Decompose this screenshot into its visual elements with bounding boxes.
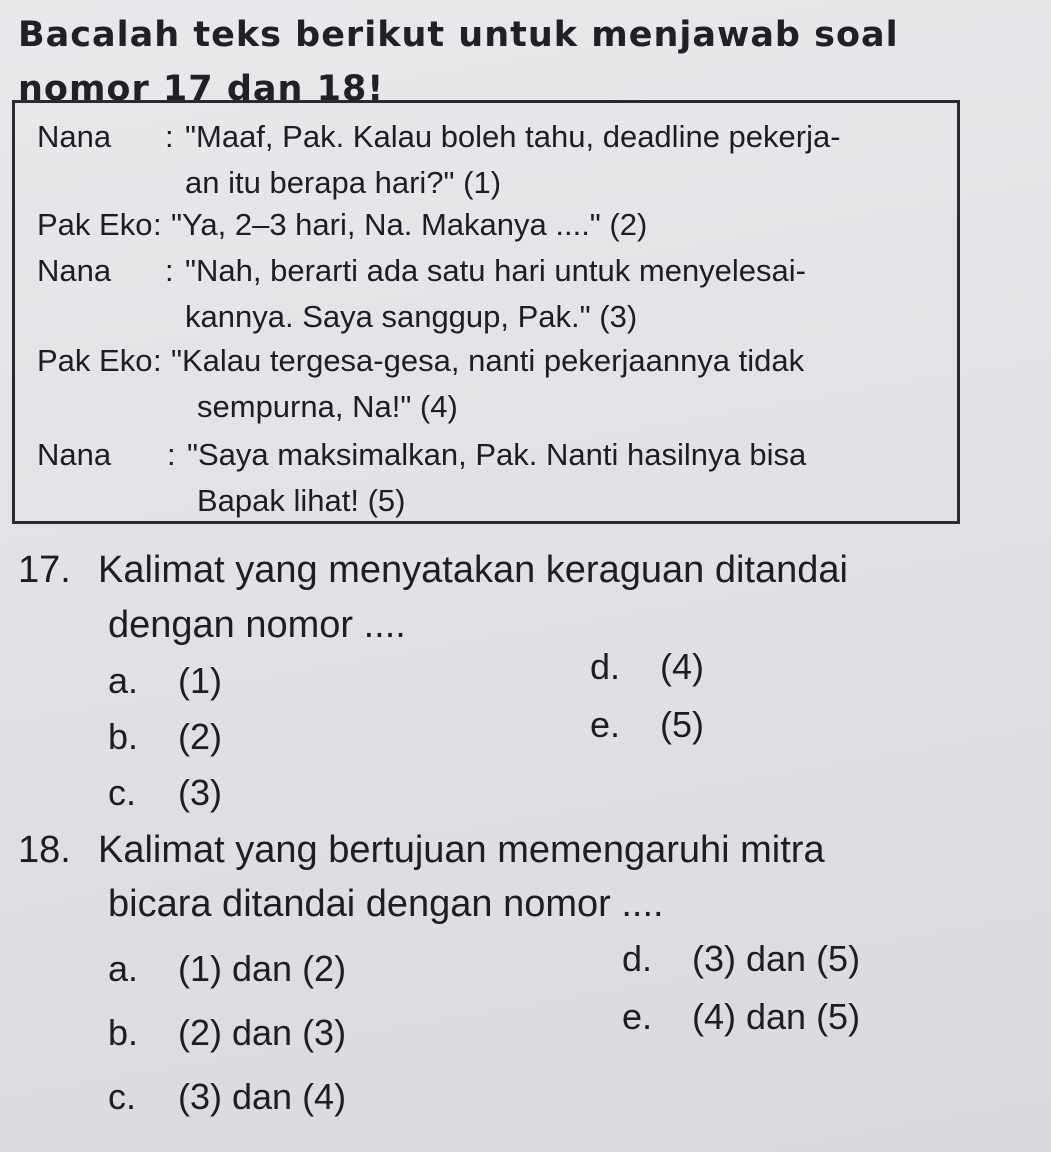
dialogue-box xyxy=(12,100,960,524)
option-text: (2) xyxy=(178,716,222,757)
option-letter: e. xyxy=(622,996,653,1037)
utterance-text: "Nah, berarti ada satu hari untuk menyelesai- xyxy=(185,253,806,288)
option-letter: b. xyxy=(108,716,139,757)
question-text: Kalimat yang bertujuan memengaruhi mitra xyxy=(98,829,825,871)
option-text: (1) dan (2) xyxy=(178,948,347,989)
speaker-colon: : xyxy=(167,437,176,472)
q18-option-e[interactable] xyxy=(622,996,860,1038)
speaker-name: Nana xyxy=(37,437,112,472)
speaker-colon: : xyxy=(153,343,162,378)
utterance-continuation: sempurna, Na!" (4) xyxy=(197,389,458,424)
option-text: (3) dan (5) xyxy=(692,938,861,979)
option-text: (2) dan (3) xyxy=(178,1012,347,1053)
q18-option-c[interactable] xyxy=(108,1076,346,1118)
question-text-continuation: dengan nomor .... xyxy=(108,604,406,646)
option-letter: d. xyxy=(590,646,621,687)
option-letter: e. xyxy=(590,704,621,745)
option-text: (4) dan (5) xyxy=(692,996,861,1037)
option-letter: a. xyxy=(108,948,139,989)
option-text: (3) dan (4) xyxy=(178,1076,347,1117)
speaker-name: Pak Eko xyxy=(37,343,153,378)
question-number: 17. xyxy=(18,549,71,591)
option-text: (1) xyxy=(178,660,222,701)
q17-option-d[interactable] xyxy=(590,646,704,688)
speaker-colon: : xyxy=(153,207,162,242)
question-number: 18. xyxy=(18,829,71,871)
option-text: (5) xyxy=(660,704,704,745)
option-letter: d. xyxy=(622,938,653,979)
q17-option-e[interactable] xyxy=(590,704,704,746)
q17-option-c[interactable] xyxy=(108,772,222,814)
speaker-name: Pak Eko xyxy=(37,207,153,242)
option-text: (3) xyxy=(178,772,222,813)
utterance-text: "Saya maksimalkan, Pak. Nanti hasilnya bisa xyxy=(187,437,807,472)
utterance-continuation: an itu berapa hari?" (1) xyxy=(185,165,502,200)
option-letter: c. xyxy=(108,1076,137,1117)
utterance-text: "Kalau tergesa-gesa, nanti pekerjaannya tidak xyxy=(171,343,805,378)
speaker-colon: : xyxy=(165,119,174,154)
q18-option-a[interactable] xyxy=(108,948,346,990)
question-text: Kalimat yang menyatakan keraguan ditandai xyxy=(98,549,848,591)
utterance-text: "Maaf, Pak. Kalau boleh tahu, deadline pekerja- xyxy=(185,119,841,154)
speaker-name: Nana xyxy=(37,253,112,288)
speaker-name: Nana xyxy=(37,119,112,154)
option-letter: c. xyxy=(108,772,137,813)
option-letter: a. xyxy=(108,660,139,701)
q18-option-d[interactable] xyxy=(622,938,860,980)
utterance-continuation: kannya. Saya sanggup, Pak." (3) xyxy=(185,299,638,334)
option-letter: b. xyxy=(108,1012,139,1053)
utterance-continuation: Bapak lihat! (5) xyxy=(197,483,406,518)
utterance-text: "Ya, 2–3 hari, Na. Makanya ...." (2) xyxy=(171,207,648,242)
q17-option-a[interactable] xyxy=(108,660,222,702)
q17-option-b[interactable] xyxy=(108,716,222,758)
question-text-continuation: bicara ditandai dengan nomor .... xyxy=(108,883,664,925)
q18-option-b[interactable] xyxy=(108,1012,346,1054)
option-text: (4) xyxy=(660,646,704,687)
speaker-colon: : xyxy=(165,253,174,288)
reading-instruction: Bacalah teks berikut untuk menjawab soal nomor 17 dan 18! xyxy=(18,15,899,109)
